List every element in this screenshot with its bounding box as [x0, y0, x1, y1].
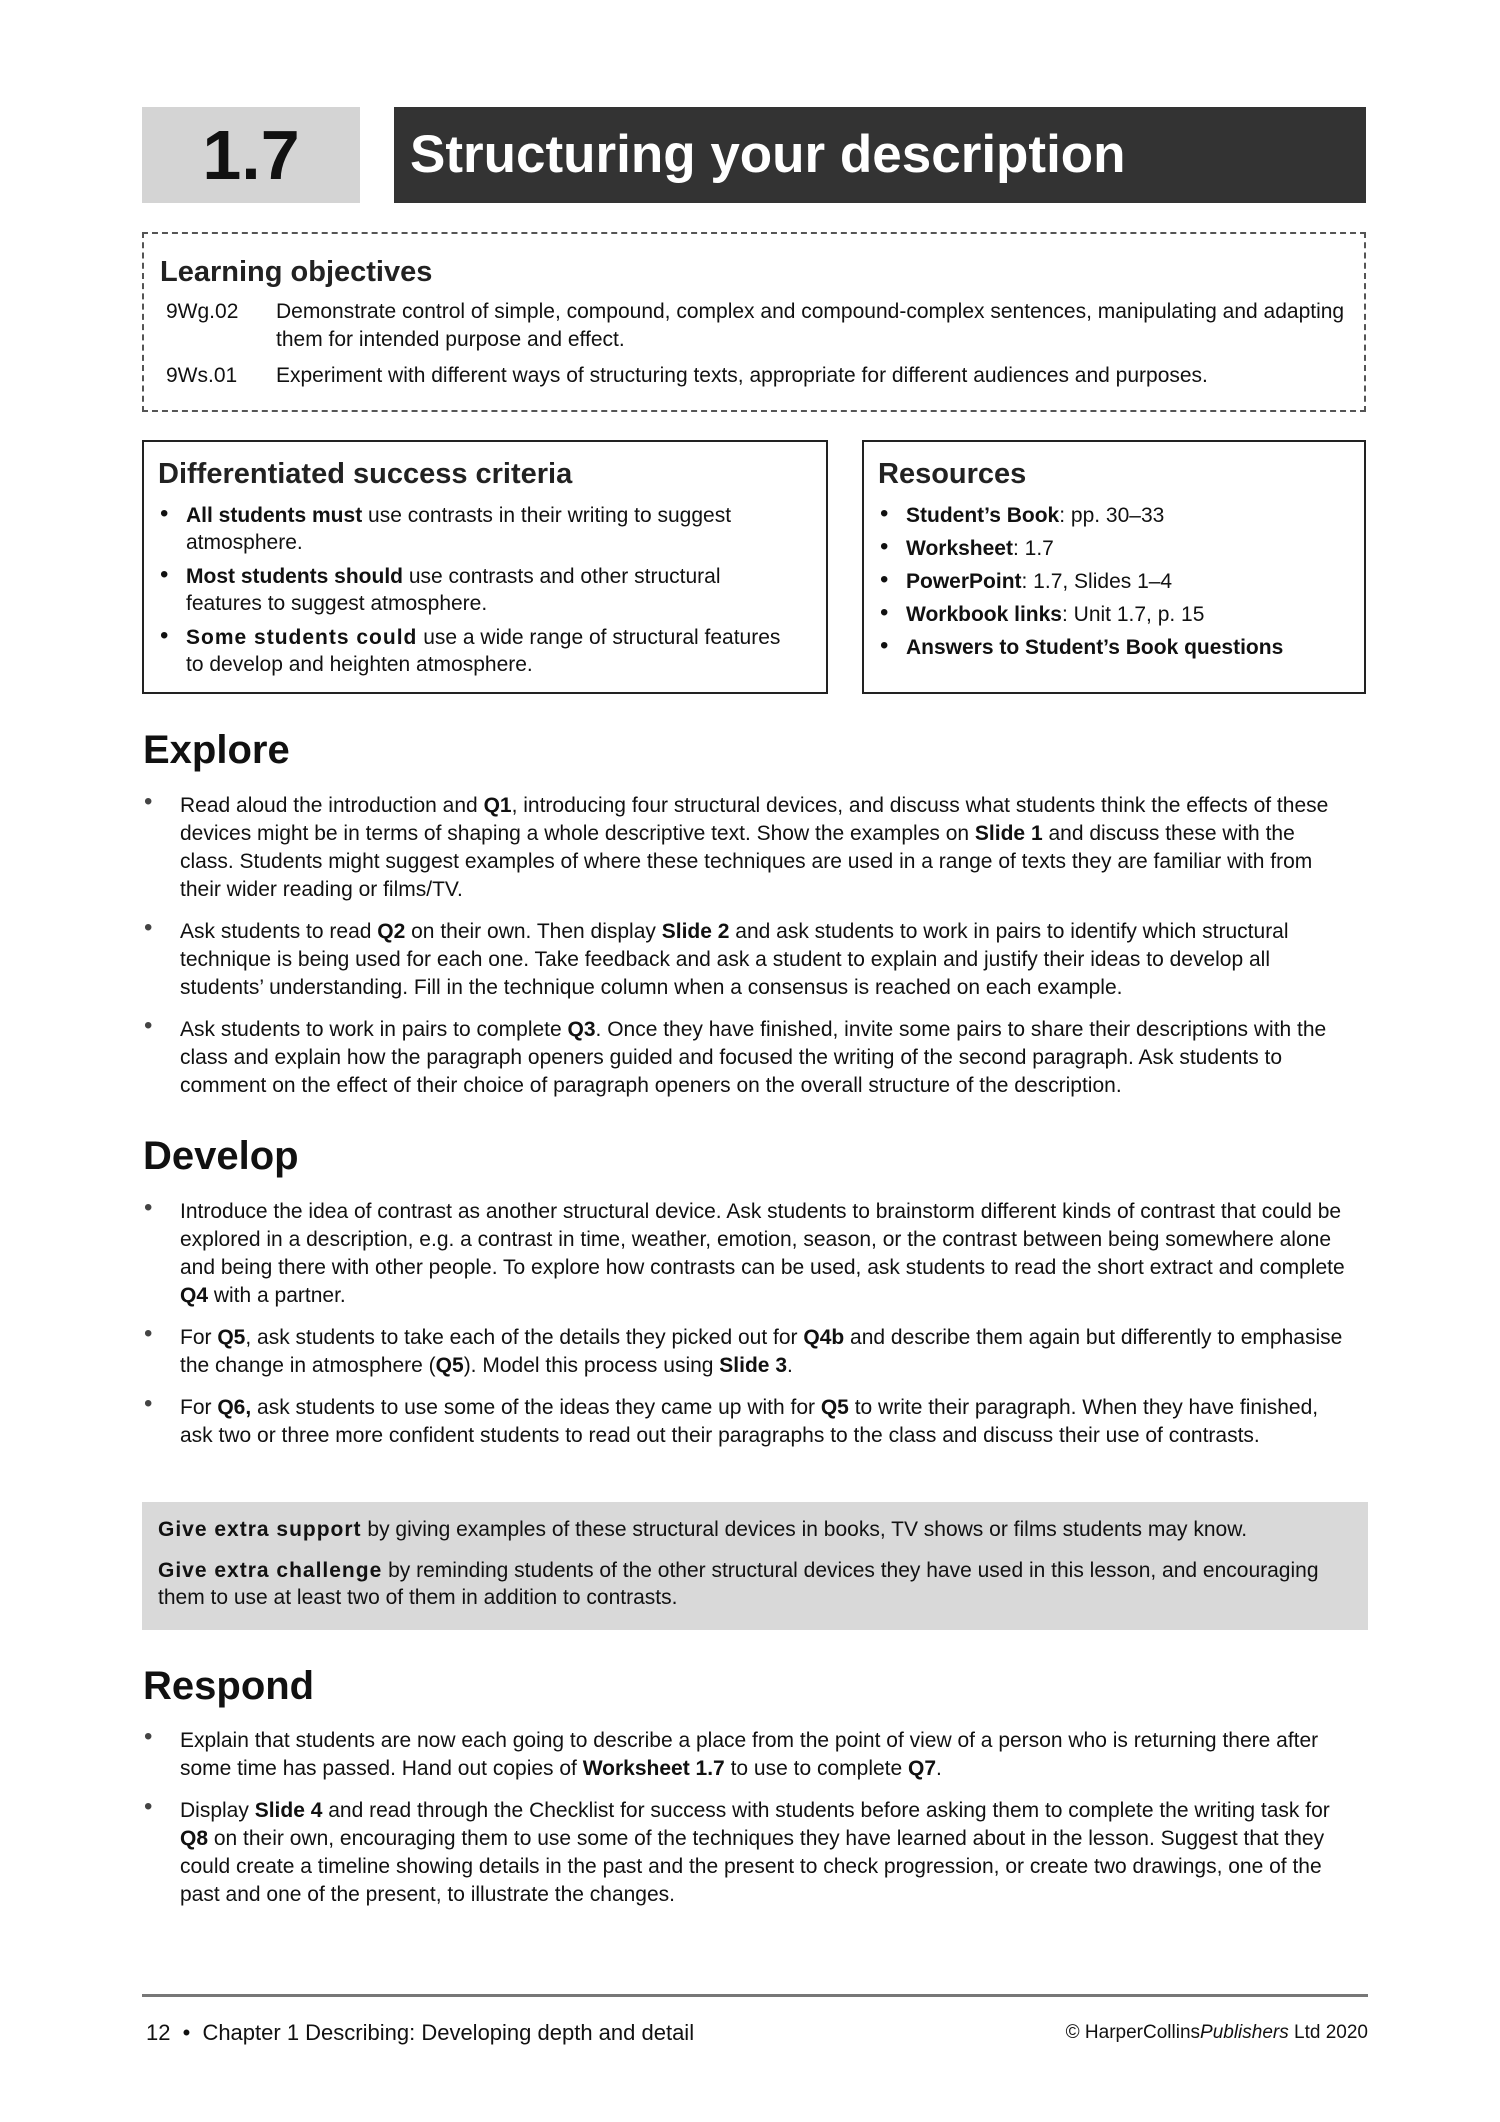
bold-reference: Slide 2	[661, 920, 730, 943]
list-item	[143, 1198, 1353, 1310]
list-item	[158, 502, 798, 556]
footer-separator: •	[182, 2020, 191, 2045]
text-run: Read aloud the introduction and	[180, 794, 484, 817]
resource-lead: Student’s Book	[906, 504, 1060, 527]
list-item	[143, 918, 1353, 1002]
objective-text: Demonstrate control of simple, compound, complex and compound-complex sentences, manipulating and adapting them for intended purpose and effect.	[276, 300, 1345, 351]
copyright-italic: Publishers	[1200, 2022, 1289, 2043]
criteria-lead: Some students could	[186, 626, 418, 649]
bold-reference: Slide 1	[974, 822, 1043, 845]
lesson-title: Structuring your description	[394, 107, 1366, 203]
objectives-heading: Learning objectives	[160, 256, 433, 288]
list-item	[143, 1797, 1353, 1909]
text-run: and ask students to work in pairs to identify which structural technique is being used for each one. Take feedback and ask a student to explain and justify their ideas to develop all students’ understanding. Fill in the technique column when a consensus is reached on each example.	[180, 920, 1289, 999]
copyright-post: Ltd 2020	[1288, 2022, 1368, 2043]
bold-reference: Q8	[180, 1827, 209, 1850]
objective-code: 9Ws.01	[166, 364, 238, 387]
list-item	[878, 568, 1348, 595]
footer-chapter	[146, 2020, 694, 2046]
resource-lead: Worksheet	[906, 537, 1013, 560]
support-text: by giving examples of these structural devices in books, TV shows or films students may know.	[361, 1518, 1248, 1541]
list-item	[878, 502, 1348, 529]
text-run: and describe them again but differently to emphasise the change in atmosphere (	[180, 1326, 1343, 1377]
text-run: ). Model this process using	[463, 1354, 720, 1377]
criteria-heading: Differentiated success criteria	[158, 458, 573, 490]
text-run: Display	[180, 1799, 255, 1822]
text-run: to use to complete	[724, 1757, 909, 1780]
list-item	[158, 624, 798, 678]
bold-reference: Q5	[820, 1396, 849, 1419]
copyright	[1066, 2022, 1368, 2044]
respond-list	[143, 1727, 1353, 1923]
bold-reference: Slide 3	[719, 1354, 787, 1377]
resource-lead: PowerPoint	[906, 570, 1022, 593]
bold-reference: Q4	[180, 1284, 209, 1307]
list-item	[158, 563, 798, 617]
criteria-lead: Most students should	[186, 565, 403, 588]
objective-code: 9Wg.02	[166, 300, 239, 323]
resource-text: : pp. 30–33	[1059, 504, 1165, 527]
bold-reference: Q7	[908, 1757, 937, 1780]
list-item	[878, 535, 1348, 562]
page-number: 12	[146, 2020, 171, 2045]
resources-box	[862, 440, 1366, 694]
extra-support-box	[142, 1502, 1368, 1630]
resource-lead: Answers to Student’s Book questions	[906, 636, 1284, 659]
challenge-lead: Give extra challenge	[158, 1559, 383, 1582]
objective-text: Experiment with different ways of structuring texts, appropriate for different audiences and purposes.	[276, 364, 1208, 387]
challenge-text: by reminding students of the other structural devices they have used in this lesson, and encouraging them to use at least two of them in addition to contrasts.	[158, 1559, 1319, 1609]
list-item	[143, 792, 1353, 904]
text-run: with a partner.	[208, 1284, 346, 1307]
text-run: For	[180, 1326, 218, 1349]
copyright-pre: © HarperCollins	[1065, 2022, 1201, 2043]
bold-reference: Worksheet 1.7	[582, 1757, 725, 1780]
text-run: Explain that students are now each going to describe a place from the point of view of a person who is returning there after some time has passed. Hand out copies of	[180, 1729, 1319, 1780]
develop-list	[143, 1198, 1353, 1464]
criteria-lead: All students must	[186, 504, 363, 527]
text-run: .	[787, 1354, 793, 1377]
text-run: Ask students to read	[180, 920, 378, 943]
criteria-text: use contrasts in their writing to suggest atmosphere.	[186, 504, 732, 554]
text-run: on their own. Then display	[405, 920, 662, 943]
text-run: For	[180, 1396, 218, 1419]
resource-text: : 1.7	[1012, 537, 1054, 560]
text-run: . Once they have finished, invite some pairs to share their descriptions with the class and explain how the paragraph openers guided and focused the writing of the second paragraph. Ask students to comment on the effect of their choice of paragraph openers on the overall structure of the description.	[180, 1018, 1327, 1097]
text-run: on their own, encouraging them to use some of the techniques they have learned about in the lesson. Suggest that they could create a timeline showing details in the past and the present to check progression, or create two drawings, one of the past and one of the present, to illustrate the changes.	[180, 1827, 1325, 1906]
bold-reference: Q4b	[803, 1326, 845, 1349]
bold-reference: Q5	[217, 1326, 246, 1349]
text-run: .	[936, 1757, 942, 1780]
bold-reference: Q2	[377, 920, 406, 943]
list-item	[878, 601, 1348, 628]
text-run: and read through the Checklist for success with students before asking them to complete the writing task for	[322, 1799, 1330, 1822]
resource-text: : 1.7, Slides 1–4	[1021, 570, 1173, 593]
text-run: , ask students to take each of the details they picked out for	[245, 1326, 804, 1349]
text-run: Ask students to work in pairs to complete	[180, 1018, 568, 1041]
learning-objectives-box	[142, 232, 1366, 412]
list-item	[143, 1016, 1353, 1100]
chapter-title: Chapter 1 Describing: Developing depth and detail	[202, 2020, 695, 2045]
criteria-list	[158, 502, 798, 685]
text-run: and discuss these with the class. Students might suggest examples of where these techniques are used in a range of texts they are familiar with from their wider reading or films/TV.	[180, 822, 1313, 901]
extra-support-paragraph	[158, 1516, 1352, 1543]
lesson-number: 1.7	[142, 107, 360, 203]
footer-divider	[142, 1994, 1368, 1997]
criteria-text: use contrasts and other structural features to suggest atmosphere.	[186, 565, 721, 615]
support-lead: Give extra support	[158, 1518, 362, 1541]
bold-reference: Q1	[483, 794, 512, 817]
resources-heading: Resources	[878, 458, 1027, 490]
extra-challenge-paragraph	[158, 1557, 1352, 1611]
bold-reference: Q6,	[217, 1396, 252, 1419]
text-run: to write their paragraph. When they have finished, ask two or three more confident students to read out their paragraphs to the class and discuss their use of contrasts.	[180, 1396, 1319, 1447]
bold-reference: Slide 4	[254, 1799, 323, 1822]
text-run: Introduce the idea of contrast as another structural device. Ask students to brainstorm different kinds of contrast that could be explored in a description, e.g. a contrast in time, weather, emotion, season, or the contrast between being somewhere alone and being there with other people. To explore how contrasts can be used, ask students to read the short extract and complete	[180, 1200, 1345, 1279]
explore-heading: Explore	[143, 728, 290, 772]
resource-lead: Workbook links	[906, 603, 1062, 626]
explore-list	[143, 792, 1353, 1114]
respond-heading: Respond	[143, 1664, 315, 1708]
bold-reference: Q3	[567, 1018, 596, 1041]
text-run: , introducing four structural devices, and discuss what students think the effects of these devices might be in terms of shaping a whole descriptive text. Show the examples on	[180, 794, 1329, 845]
criteria-text: use a wide range of structural features to develop and heighten atmosphere.	[186, 626, 781, 676]
resources-list	[878, 502, 1348, 667]
develop-heading: Develop	[143, 1134, 299, 1178]
list-item	[143, 1394, 1353, 1450]
success-criteria-box	[142, 440, 828, 694]
list-item	[143, 1727, 1353, 1783]
text-run: ask students to use some of the ideas they came up with for	[251, 1396, 821, 1419]
bold-reference: Q5	[435, 1354, 464, 1377]
resource-text: : Unit 1.7, p. 15	[1061, 603, 1205, 626]
list-item	[878, 634, 1348, 661]
list-item	[143, 1324, 1353, 1380]
